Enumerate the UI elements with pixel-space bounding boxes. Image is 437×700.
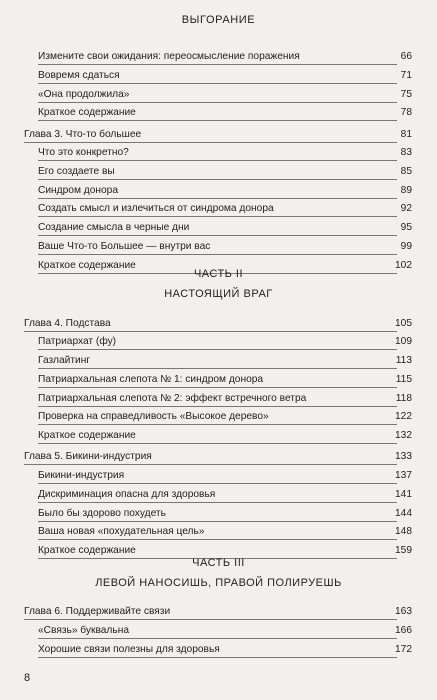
toc-entry-title: Его создаете вы bbox=[38, 166, 115, 177]
toc-entry-title: Краткое содержание bbox=[38, 545, 136, 556]
toc-entry-row bbox=[0, 69, 437, 83]
toc-underline bbox=[38, 443, 397, 444]
toc-entry-page: 118 bbox=[395, 393, 412, 404]
toc-entry-title: Синдром донора bbox=[38, 185, 119, 196]
part-2-name: НАСТОЯЩИЙ ВРАГ bbox=[164, 288, 273, 300]
toc-entry-title: «Связь» буквальна bbox=[38, 625, 129, 636]
part-2-title: ЧАСТЬ II bbox=[193, 268, 244, 280]
toc-entry-page: 92 bbox=[400, 203, 412, 214]
toc-underline bbox=[38, 521, 397, 522]
toc-entry-title: Газлайтинг bbox=[38, 355, 91, 366]
toc-entry-title: Создание смысла в черные дни bbox=[38, 222, 190, 233]
toc-entry-page: 109 bbox=[395, 336, 412, 347]
toc-entry-row bbox=[0, 373, 437, 387]
toc-entry-row bbox=[0, 392, 437, 406]
toc-entry-title: Глава 6. Поддерживайте связи bbox=[24, 606, 171, 617]
toc-underline bbox=[38, 198, 397, 199]
toc-entry-row bbox=[0, 544, 437, 558]
toc-entry-title: Вовремя сдаться bbox=[38, 70, 120, 81]
toc-entry-row bbox=[0, 106, 437, 120]
toc-entry-row bbox=[0, 240, 437, 254]
toc-entry-page: 141 bbox=[395, 489, 412, 500]
toc-entry-row bbox=[0, 507, 437, 521]
page-number: 8 bbox=[24, 672, 31, 684]
toc-entry-title: Глава 5. Бикини-индустрия bbox=[24, 451, 152, 462]
toc-underline bbox=[38, 387, 397, 388]
toc-underline bbox=[38, 638, 397, 639]
toc-entry-page: 132 bbox=[395, 430, 412, 441]
toc-entry-row bbox=[0, 221, 437, 235]
toc-underline bbox=[24, 464, 397, 465]
toc-entry-title: Краткое содержание bbox=[38, 260, 136, 271]
toc-entry-page: 105 bbox=[395, 318, 412, 329]
toc-underline bbox=[24, 331, 397, 332]
toc-entry-page: 66 bbox=[400, 51, 412, 62]
toc-underline bbox=[38, 179, 397, 180]
toc-entry-page: 81 bbox=[400, 129, 412, 140]
toc-entry-page: 102 bbox=[395, 260, 412, 271]
toc-entry-row bbox=[0, 202, 437, 216]
toc-underline bbox=[38, 539, 397, 540]
toc-entry-title: Патриархальная слепота № 2: эффект встречного ветра bbox=[38, 393, 307, 404]
toc-entry-page: 148 bbox=[395, 526, 412, 537]
toc-entry-row bbox=[0, 354, 437, 368]
toc-entry-page: 133 bbox=[395, 451, 412, 462]
toc-entry-page: 163 bbox=[395, 606, 412, 617]
toc-entry-page: 95 bbox=[400, 222, 412, 233]
toc-entry-title: Ваше Что-то Большее — внутри вас bbox=[38, 241, 211, 252]
toc-underline bbox=[38, 424, 397, 425]
toc-entry-row bbox=[0, 410, 437, 424]
toc-entry-row bbox=[0, 88, 437, 102]
toc-underline bbox=[38, 502, 397, 503]
toc-entry-page: 137 bbox=[395, 470, 412, 481]
toc-underline bbox=[38, 83, 397, 84]
toc-chapter-row bbox=[0, 317, 437, 331]
toc-underline bbox=[24, 142, 397, 143]
toc-entry-title: Дискриминация опасна для здоровья bbox=[38, 489, 216, 500]
toc-entry-page: 89 bbox=[400, 185, 412, 196]
toc-underline bbox=[38, 120, 397, 121]
toc-entry-row bbox=[0, 643, 437, 657]
part-3-name: ЛЕВОЙ НАНОСИШЬ, ПРАВОЙ ПОЛИРУЕШЬ bbox=[95, 577, 342, 589]
toc-entry-title: Бикини-индустрия bbox=[38, 470, 125, 481]
toc-entry-title: Было бы здорово похудеть bbox=[38, 508, 166, 519]
toc-entry-title: Патриархальная слепота № 1: синдром донора bbox=[38, 374, 264, 385]
toc-entry-title: Что это конкретно? bbox=[38, 147, 129, 158]
toc-underline bbox=[38, 406, 397, 407]
toc-entry-row bbox=[0, 488, 437, 502]
toc-entry-page: 71 bbox=[400, 70, 412, 81]
toc-entry-title: Патриархат (фу) bbox=[38, 336, 117, 347]
toc-entry-title: Измените свои ожидания: переосмысление поражения bbox=[38, 51, 300, 62]
toc-entry-page: 144 bbox=[395, 508, 412, 519]
part-3-title: ЧАСТЬ III bbox=[192, 557, 245, 569]
toc-entry-page: 113 bbox=[395, 355, 412, 366]
toc-chapter-row bbox=[0, 605, 437, 619]
toc-entry-row bbox=[0, 146, 437, 160]
toc-entry-title: Краткое содержание bbox=[38, 107, 136, 118]
toc-entry-page: 159 bbox=[395, 545, 412, 556]
toc-entry-row bbox=[0, 624, 437, 638]
toc-entry-title: Краткое содержание bbox=[38, 430, 136, 441]
toc-entry-title: Глава 4. Подстава bbox=[24, 318, 111, 329]
toc-entry-row bbox=[0, 165, 437, 179]
toc-entry-row bbox=[0, 184, 437, 198]
toc-underline bbox=[38, 64, 397, 65]
toc-underline bbox=[24, 619, 397, 620]
toc-entry-title: Глава 3. Что-то большее bbox=[24, 129, 142, 140]
toc-underline bbox=[38, 102, 397, 103]
toc-underline bbox=[38, 254, 397, 255]
toc-entry-page: 83 bbox=[400, 147, 412, 158]
toc-underline bbox=[38, 216, 397, 217]
toc-chapter-row bbox=[0, 450, 437, 464]
toc-entry-page: 99 bbox=[400, 241, 412, 252]
toc-underline bbox=[38, 368, 397, 369]
toc-entry-page: 115 bbox=[395, 374, 412, 385]
toc-entry-title: «Она продолжила» bbox=[38, 89, 130, 100]
toc-underline bbox=[38, 657, 397, 658]
running-head: ВЫГОРАНИЕ bbox=[181, 14, 256, 26]
toc-entry-title: Проверка на справедливость «Высокое дерево» bbox=[38, 411, 269, 422]
toc-entry-page: 166 bbox=[395, 625, 412, 636]
toc-entry-page: 122 bbox=[395, 411, 412, 422]
toc-entry-page: 78 bbox=[400, 107, 412, 118]
toc-chapter-row bbox=[0, 128, 437, 142]
toc-entry-row bbox=[0, 469, 437, 483]
toc-entry-page: 75 bbox=[400, 89, 412, 100]
toc-underline bbox=[38, 235, 397, 236]
toc-entry-row bbox=[0, 429, 437, 443]
toc-entry-row bbox=[0, 50, 437, 64]
toc-entry-row bbox=[0, 525, 437, 539]
toc-underline bbox=[38, 349, 397, 350]
toc-entry-page: 172 bbox=[395, 644, 412, 655]
toc-entry-title: Ваша новая «похудательная цель» bbox=[38, 526, 205, 537]
toc-entry-page: 85 bbox=[400, 166, 412, 177]
toc-underline bbox=[38, 483, 397, 484]
toc-underline bbox=[38, 160, 397, 161]
toc-entry-title: Хорошие связи полезны для здоровья bbox=[38, 644, 220, 655]
toc-entry-row bbox=[0, 335, 437, 349]
toc-entry-title: Создать смысл и излечиться от синдрома донора bbox=[38, 203, 274, 214]
